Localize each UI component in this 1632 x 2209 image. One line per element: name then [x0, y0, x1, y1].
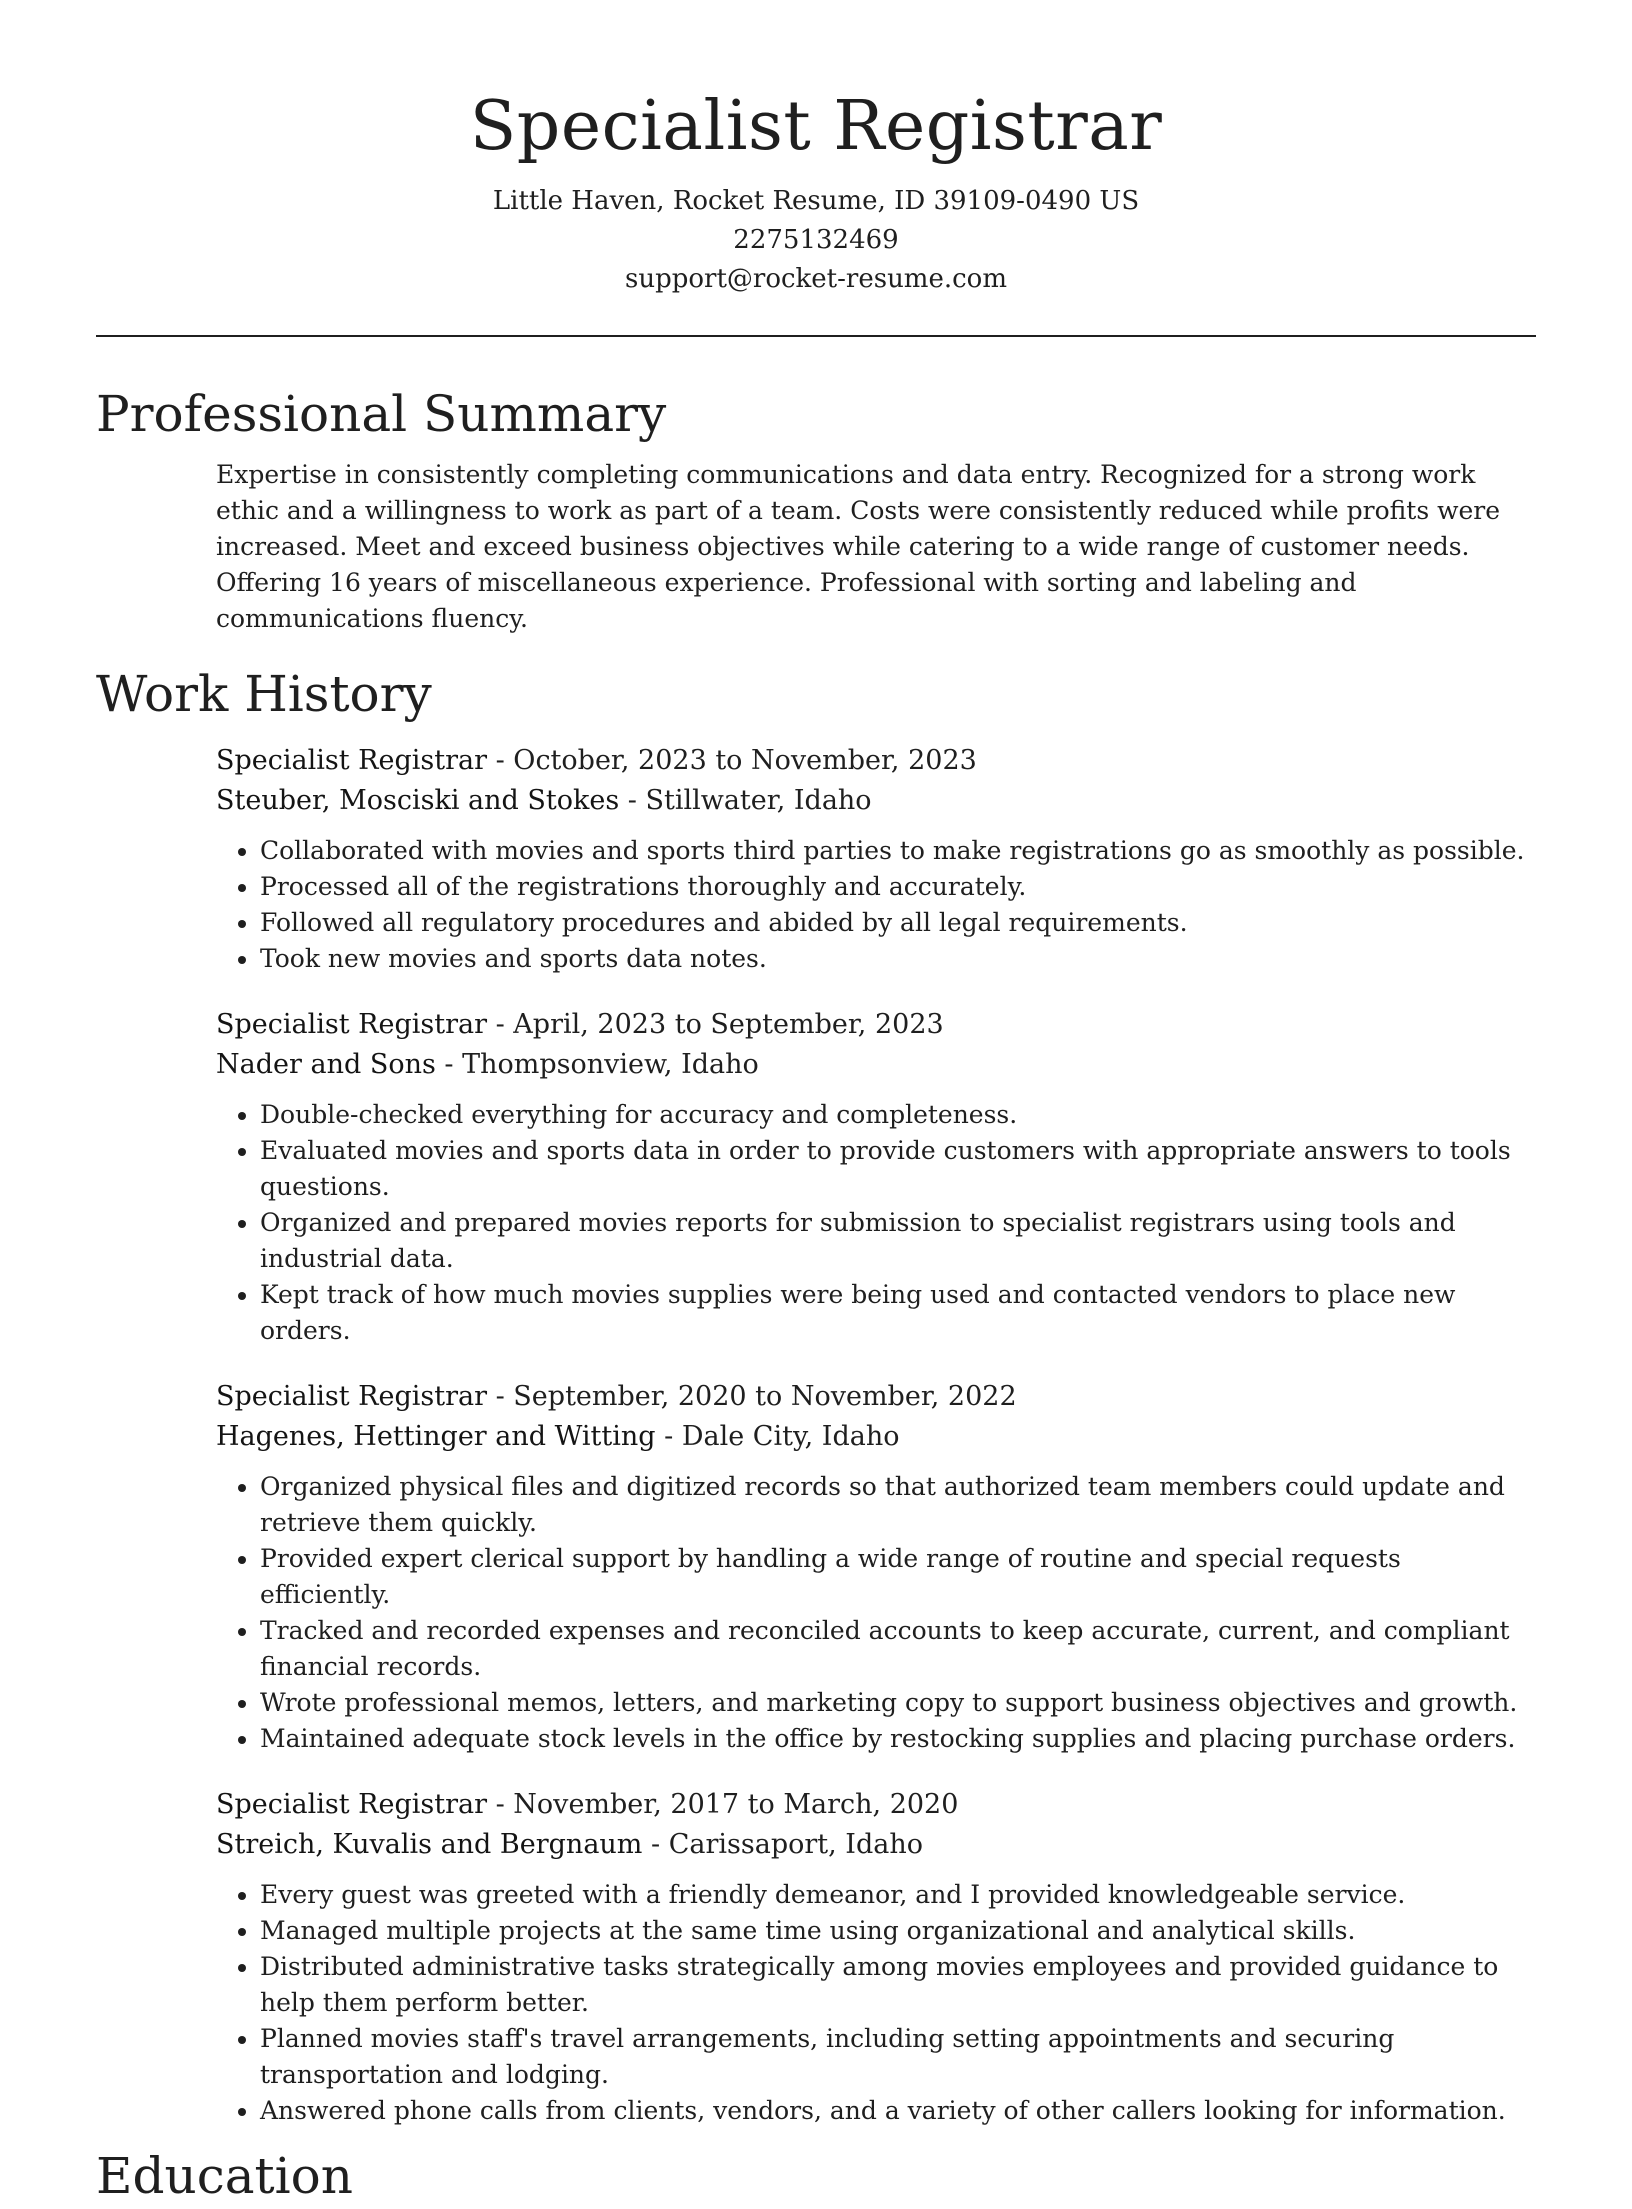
job-bullet: • Evaluated movies and sports data in order to provide customers with appropriate answers to tools questions.: [260, 1133, 1536, 1205]
contact-phone: 2275132469: [733, 225, 899, 255]
job-title-line: [216, 1005, 1536, 1045]
job-dates: - April, 2023 to September, 2023: [487, 1009, 944, 1040]
header-divider: [96, 335, 1536, 337]
resume-page: [96, 0, 1536, 2205]
job-location: - Stillwater, Idaho: [619, 785, 872, 816]
job-bullets: [216, 833, 1536, 977]
job-bullet: • Maintained adequate stock levels in the office by restocking supplies and placing purchase orders.: [260, 1721, 1536, 1757]
job-role: Specialist Registrar: [216, 1009, 488, 1040]
job-title-line: [216, 1377, 1536, 1417]
job-company-line: [216, 781, 1536, 821]
job-entry: [216, 741, 1536, 977]
job-entry: [216, 1377, 1536, 1757]
contact-address: Little Haven, Rocket Resume, ID 39109-0490 US: [492, 186, 1140, 216]
job-company: Streich, Kuvalis and Bergnaum: [216, 1829, 643, 1860]
job-bullet: • Processed all of the registrations thoroughly and accurately.: [260, 869, 1536, 905]
job-bullet: • Took new movies and sports data notes.: [260, 941, 1536, 977]
job-bullet: • Tracked and recorded expenses and reconciled accounts to keep accurate, current, and compliant financial records.: [260, 1613, 1536, 1685]
resume-name: Specialist Registrar: [469, 87, 1163, 166]
summary-text: Expertise in consistently completing communications and data entry. Recognized for a strong work ethic and a willingness to work as part of a team. Costs were consistently reduced while profits were increased. Meet and exceed business objectives while catering to a wide range of customer needs. Offering 16 years of miscellaneous experience. Professional with sorting and labeling and communications fluency.: [216, 460, 1501, 633]
job-bullet: • Kept track of how much movies supplies were being used and contacted vendors to place new orders.: [260, 1277, 1536, 1349]
job-entry: [216, 1785, 1536, 2129]
job-bullet: • Wrote professional memos, letters, and marketing copy to support business objectives and growth.: [260, 1685, 1536, 1721]
job-bullet: • Distributed administrative tasks strategically among movies employees and provided guidance to help them perform better.: [260, 1949, 1536, 2021]
job-role: Specialist Registrar: [216, 1381, 488, 1412]
job-title-line: [216, 741, 1536, 781]
contact-email: support@rocket-resume.com: [624, 264, 1007, 294]
job-bullets: [216, 1469, 1536, 1757]
job-dates: - September, 2020 to November, 2022: [487, 1381, 1017, 1412]
job-bullet: • Planned movies staff's travel arrangements, including setting appointments and securing transportation and lodging.: [260, 2021, 1536, 2093]
job-title-line: [216, 1785, 1536, 1825]
job-bullet: • Every guest was greeted with a friendly demeanor, and I provided knowledgeable service.: [260, 1877, 1536, 1913]
job-role: Specialist Registrar: [216, 745, 488, 776]
job-location: - Thompsonview, Idaho: [435, 1049, 759, 1080]
job-bullets: [216, 1097, 1536, 1349]
job-role: Specialist Registrar: [216, 1789, 488, 1820]
job-bullet: • Managed multiple projects at the same time using organizational and analytical skills.: [260, 1913, 1536, 1949]
job-entry: [216, 1005, 1536, 1349]
education-heading: Education: [96, 2147, 353, 2205]
job-bullet: • Organized and prepared movies reports for submission to specialist registrars using tools and industrial data.: [260, 1205, 1536, 1277]
job-company: Nader and Sons: [216, 1049, 436, 1080]
job-bullet: • Provided expert clerical support by handling a wide range of routine and special requests efficiently.: [260, 1541, 1536, 1613]
job-dates: - October, 2023 to November, 2023: [487, 745, 977, 776]
job-company-line: [216, 1825, 1536, 1865]
job-company-line: [216, 1045, 1536, 1085]
job-company: Hagenes, Hettinger and Witting: [216, 1421, 656, 1452]
summary-heading: Professional Summary: [96, 385, 667, 443]
job-bullets: [216, 1877, 1536, 2129]
job-company: Steuber, Mosciski and Stokes: [216, 785, 620, 816]
job-bullet: • Answered phone calls from clients, vendors, and a variety of other callers looking for information.: [260, 2093, 1536, 2129]
job-bullet: • Organized physical files and digitized records so that authorized team members could update and retrieve them quickly.: [260, 1469, 1536, 1541]
job-location: - Carissaport, Idaho: [642, 1829, 923, 1860]
job-location: - Dale City, Idaho: [655, 1421, 900, 1452]
job-bullet: • Double-checked everything for accuracy and completeness.: [260, 1097, 1536, 1133]
job-dates: - November, 2017 to March, 2020: [487, 1789, 959, 1820]
work-history-heading: Work History: [96, 665, 432, 723]
contact-block: [96, 182, 1536, 299]
job-bullet: • Collaborated with movies and sports third parties to make registrations go as smoothly as possible.: [260, 833, 1536, 869]
job-bullet: • Followed all regulatory procedures and abided by all legal requirements.: [260, 905, 1536, 941]
job-company-line: [216, 1417, 1536, 1457]
